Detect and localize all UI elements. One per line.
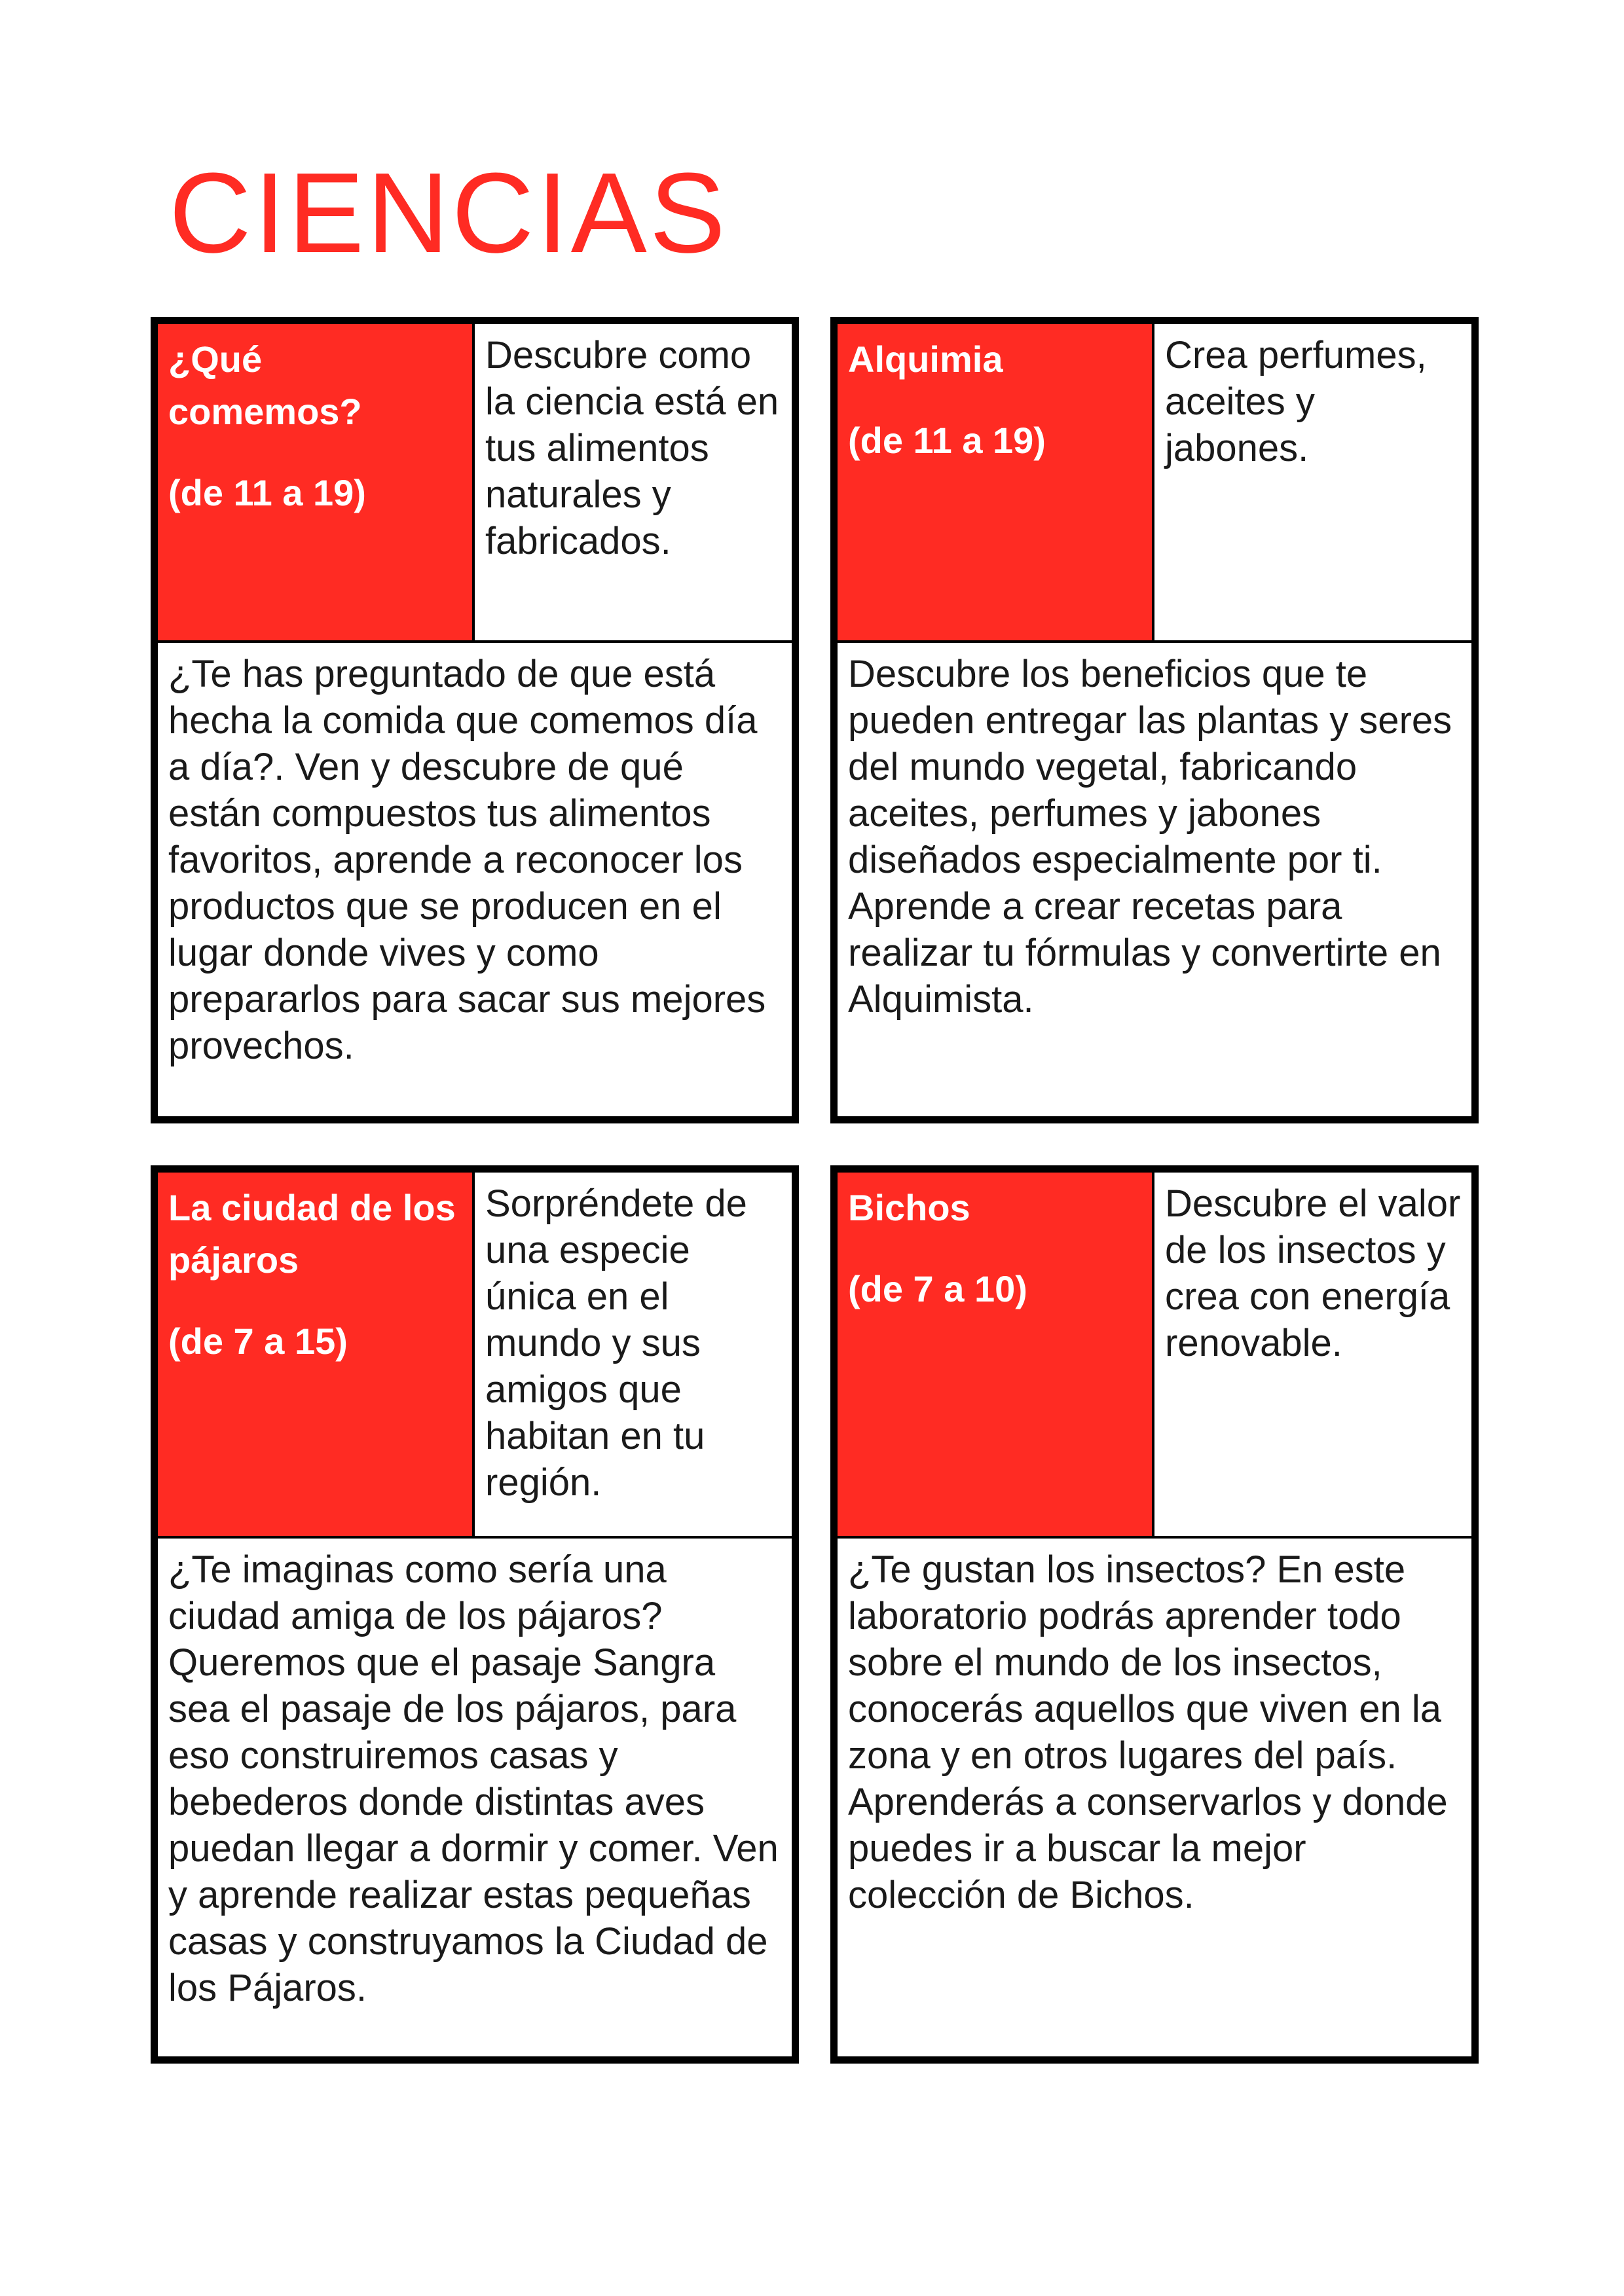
card-description: Descubre los beneficios que te pueden entregar las plantas y seres del mundo vegetal, fabricando aceites, perfumes y jabones diseñados especialmente por ti. Aprende a crear recetas para realizar tu fórmulas y convertirte en Alquimista.	[848, 653, 1452, 1021]
activity-card-alquimia	[830, 317, 1479, 1123]
card-title: La ciudad de los pájaros	[168, 1187, 456, 1281]
page-title: CIENCIAS	[169, 149, 728, 276]
card-description: ¿Te gustan los insectos? En este laboratorio podrás aprender todo sobre el mundo de los insectos, conocerás aquellos que viven en la zona y en otros lugares del país. Aprenderás a conservarlos y donde puedes ir a buscar la mejor colección de Bichos.	[848, 1548, 1448, 1916]
card-title-panel	[158, 324, 475, 640]
card-age-range: (de 7 a 10)	[848, 1268, 1027, 1309]
activity-card-bichos	[830, 1165, 1479, 2064]
card-header-row	[838, 324, 1471, 643]
card-header-row	[158, 324, 792, 643]
activity-card-ciudad-pajaros	[151, 1165, 799, 2064]
activity-card-que-comemos	[151, 317, 799, 1123]
card-title: Bichos	[848, 1187, 970, 1228]
card-description: ¿Te imaginas como sería una ciudad amiga de los pájaros? Queremos que el pasaje Sangra sea el pasaje de los pájaros, para eso construiremos casas y bebederos donde distintas aves puedan llegar a dormir y comer. Ven y aprende realizar estas pequeñas casas y construyamos la Ciudad de los Pájaros.	[168, 1548, 779, 2009]
card-description: ¿Te has preguntado de que está hecha la comida que comemos día a día?. Ven y descubre de qué están compuestos tus alimentos favoritos, aprende a reconocer los productos que se producen en el lugar donde vives y como prepararlos para sacar sus mejores provechos.	[168, 653, 766, 1067]
card-summary: Descubre como la ciencia está en tus alimentos naturales y fabricados.	[485, 334, 779, 562]
card-title-panel	[158, 1173, 475, 1536]
card-summary: Sorpréndete de una especie única en el mundo y sus amigos que habitan en tu región.	[485, 1182, 747, 1504]
card-title: Alquimia	[848, 338, 1003, 380]
card-header-row	[838, 1173, 1471, 1539]
card-age-range: (de 11 a 19)	[168, 472, 366, 513]
card-title-panel	[838, 324, 1154, 640]
card-summary: Crea perfumes, aceites y jabones.	[1165, 334, 1427, 469]
card-age-range: (de 11 a 19)	[848, 420, 1046, 461]
card-age-range: (de 7 a 15)	[168, 1321, 348, 1362]
card-summary: Descubre el valor de los insectos y crea con energía renovable.	[1165, 1182, 1461, 1364]
card-header-row	[158, 1173, 792, 1539]
card-title: ¿Qué comemos?	[168, 338, 362, 432]
card-title-panel	[838, 1173, 1154, 1536]
